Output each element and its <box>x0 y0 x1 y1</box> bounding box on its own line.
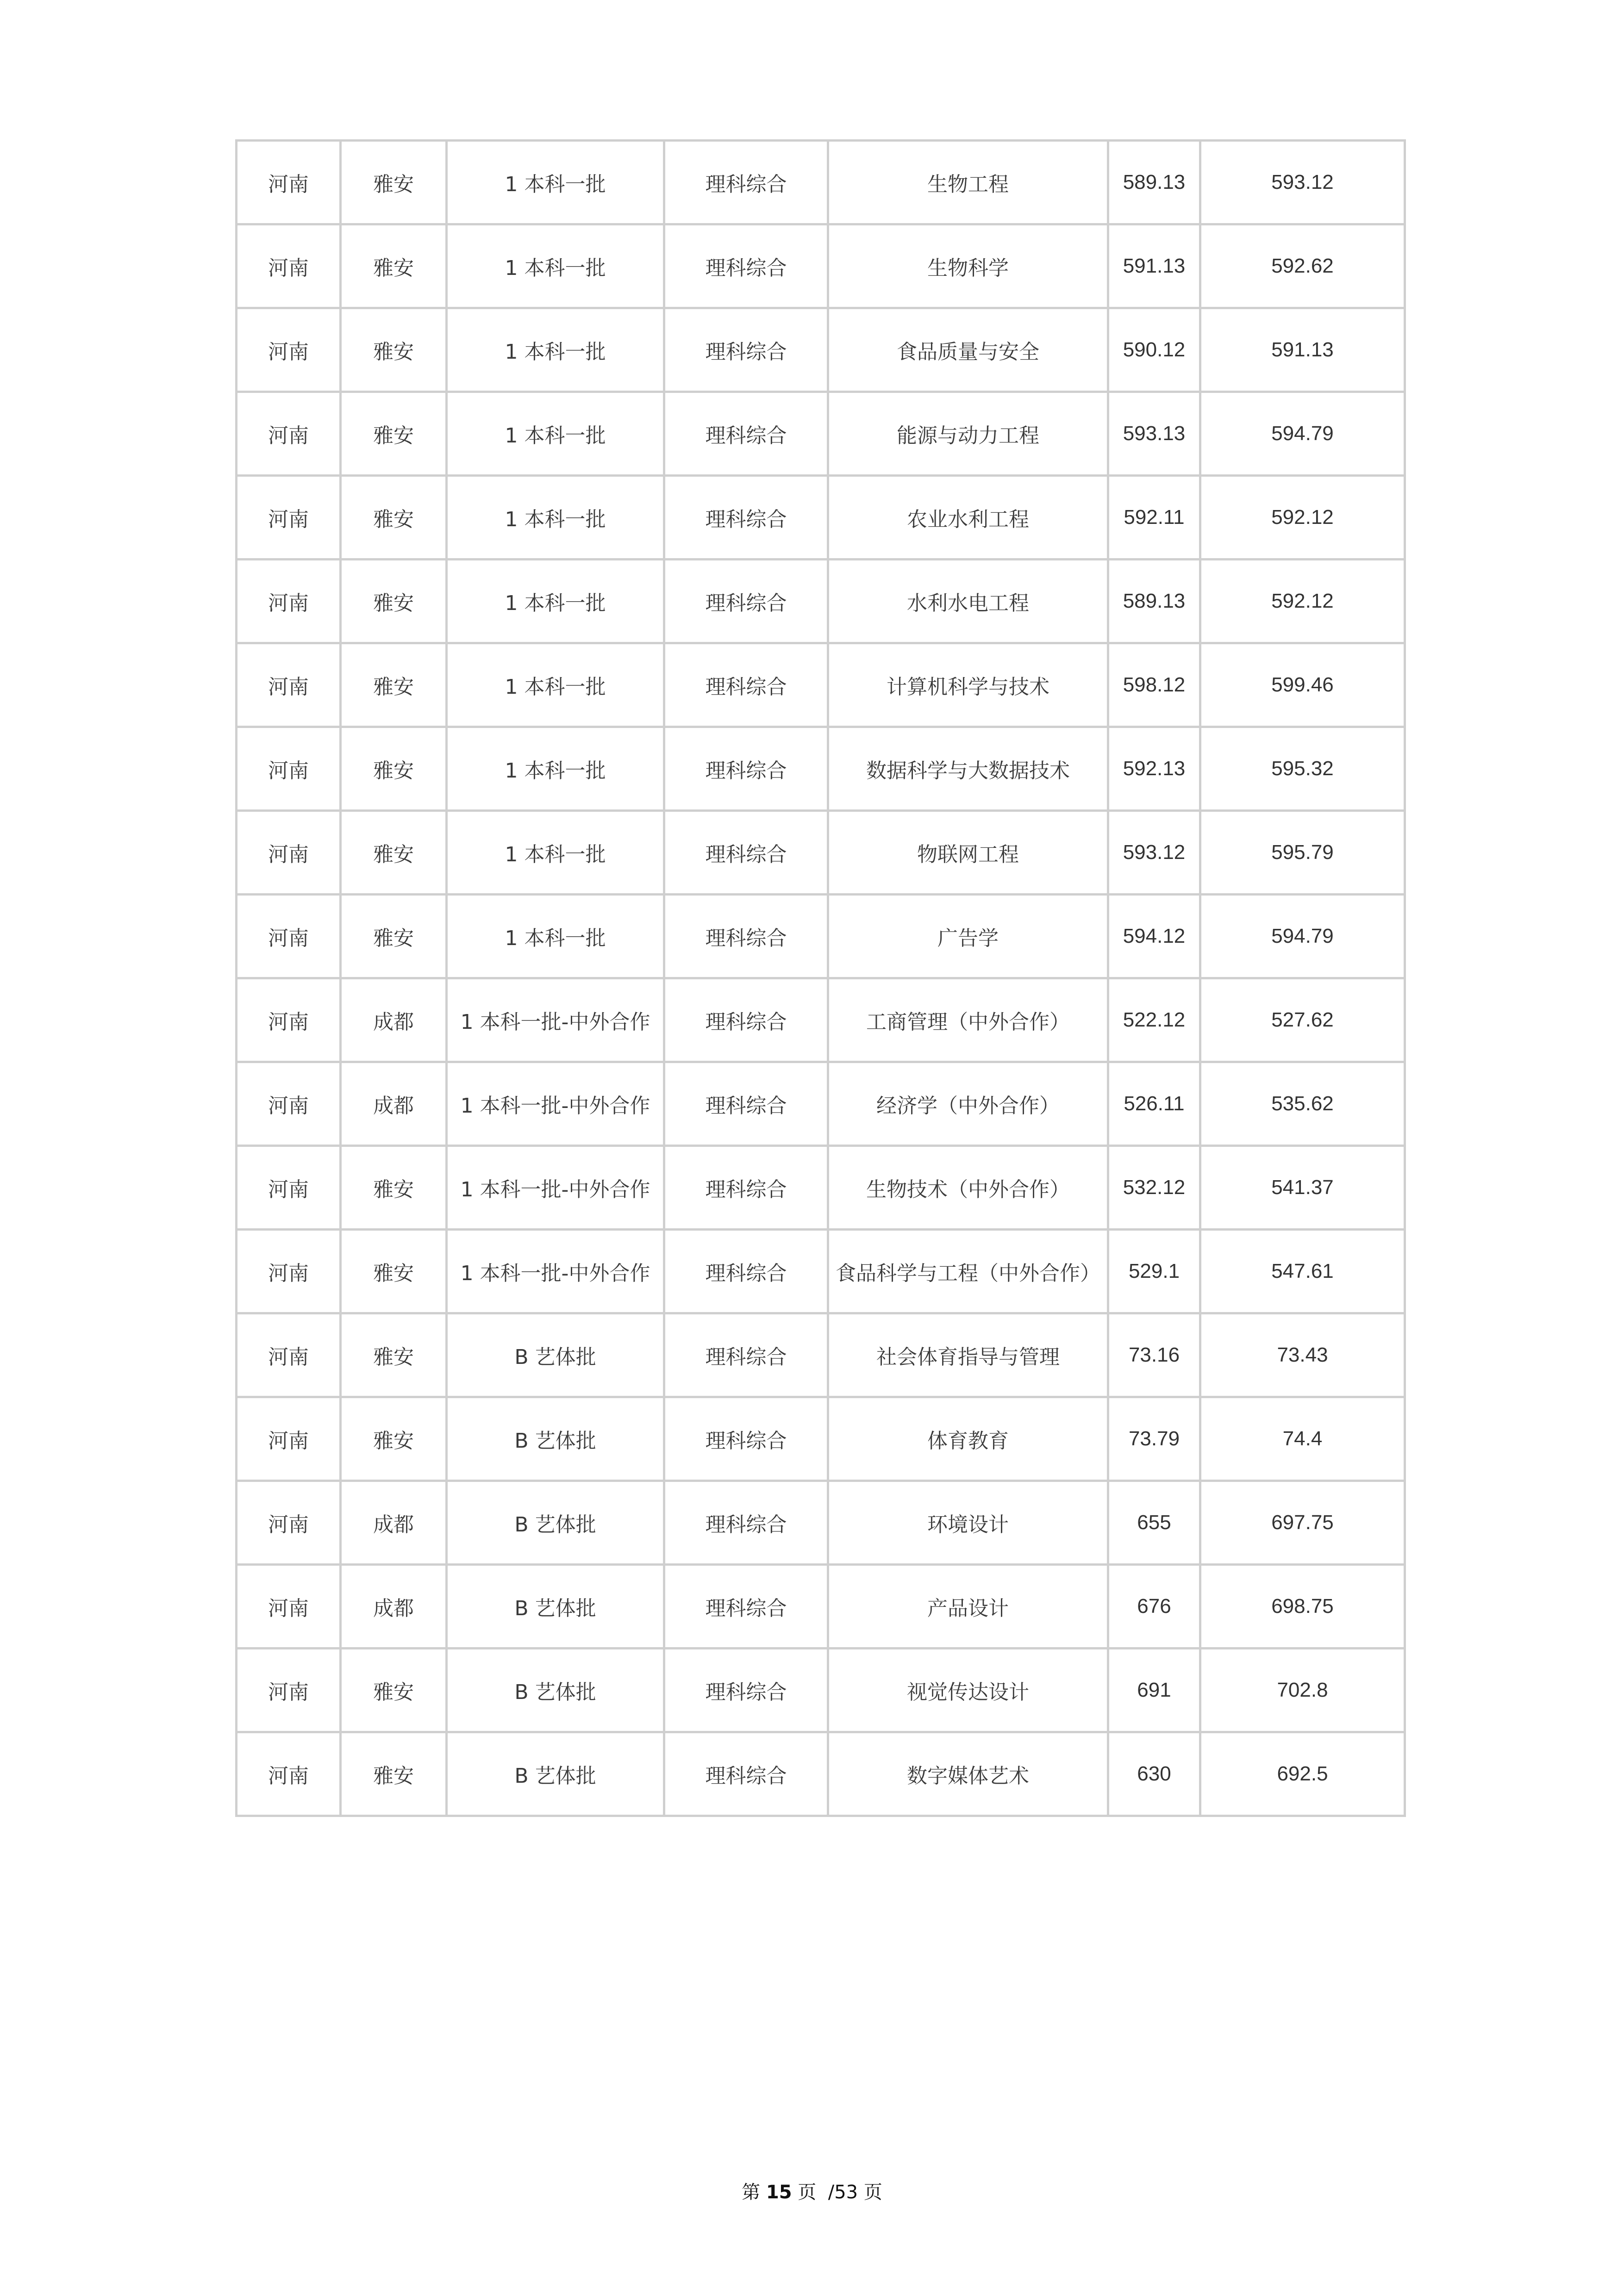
subject-type-cell: 理科综合 <box>665 225 829 309</box>
major-cell: 数据科学与大数据技术 <box>829 728 1109 812</box>
subject-type-cell: 理科综合 <box>665 1231 829 1314</box>
max-score-cell: 595.32 <box>1201 728 1406 812</box>
campus-cell: 雅安 <box>342 142 448 225</box>
max-score-cell: 692.5 <box>1201 1733 1406 1817</box>
table-row <box>237 1566 1406 1649</box>
min-score-cell: 522.12 <box>1109 979 1201 1063</box>
batch-cell: B 艺体批 <box>448 1649 665 1733</box>
batch-cell: B 艺体批 <box>448 1566 665 1649</box>
min-score-cell: 676 <box>1109 1566 1201 1649</box>
batch-cell: B 艺体批 <box>448 1482 665 1566</box>
subject-type-cell: 理科综合 <box>665 1733 829 1817</box>
table-row <box>237 1398 1406 1482</box>
table-row <box>237 142 1406 225</box>
province-cell: 河南 <box>237 1231 342 1314</box>
batch-cell: B 艺体批 <box>448 1314 665 1398</box>
batch-cell: 1 本科一批 <box>448 142 665 225</box>
max-score-cell: 535.62 <box>1201 1063 1406 1147</box>
min-score-cell: 593.13 <box>1109 393 1201 477</box>
min-score-cell: 593.12 <box>1109 812 1201 896</box>
batch-cell: 1 本科一批 <box>448 393 665 477</box>
table-row <box>237 477 1406 560</box>
major-cell: 生物技术（中外合作） <box>829 1147 1109 1231</box>
batch-cell: 1 本科一批-中外合作 <box>448 979 665 1063</box>
major-cell: 社会体育指导与管理 <box>829 1314 1109 1398</box>
province-cell: 河南 <box>237 1147 342 1231</box>
subject-type-cell: 理科综合 <box>665 560 829 644</box>
province-cell: 河南 <box>237 142 342 225</box>
table-row <box>237 1314 1406 1398</box>
campus-cell: 雅安 <box>342 812 448 896</box>
subject-type-cell: 理科综合 <box>665 896 829 979</box>
subject-type-cell: 理科综合 <box>665 1398 829 1482</box>
batch-cell: 1 本科一批 <box>448 225 665 309</box>
min-score-cell: 655 <box>1109 1482 1201 1566</box>
major-cell: 食品质量与安全 <box>829 309 1109 393</box>
province-cell: 河南 <box>237 1398 342 1482</box>
min-score-cell: 691 <box>1109 1649 1201 1733</box>
min-score-cell: 589.13 <box>1109 142 1201 225</box>
batch-cell: B 艺体批 <box>448 1398 665 1482</box>
subject-type-cell: 理科综合 <box>665 644 829 728</box>
batch-cell: 1 本科一批 <box>448 728 665 812</box>
campus-cell: 雅安 <box>342 309 448 393</box>
batch-cell: B 艺体批 <box>448 1733 665 1817</box>
major-cell: 水利水电工程 <box>829 560 1109 644</box>
min-score-cell: 592.13 <box>1109 728 1201 812</box>
province-cell: 河南 <box>237 393 342 477</box>
province-cell: 河南 <box>237 728 342 812</box>
province-cell: 河南 <box>237 560 342 644</box>
major-cell: 体育教育 <box>829 1398 1109 1482</box>
batch-cell: 1 本科一批 <box>448 309 665 393</box>
major-cell: 数字媒体艺术 <box>829 1733 1109 1817</box>
major-cell: 广告学 <box>829 896 1109 979</box>
max-score-cell: 594.79 <box>1201 896 1406 979</box>
min-score-cell: 526.11 <box>1109 1063 1201 1147</box>
table-row <box>237 1649 1406 1733</box>
page-unit: 页 <box>798 2182 817 2203</box>
max-score-cell: 592.12 <box>1201 560 1406 644</box>
major-cell: 环境设计 <box>829 1482 1109 1566</box>
province-cell: 河南 <box>237 1314 342 1398</box>
batch-cell: 1 本科一批-中外合作 <box>448 1063 665 1147</box>
major-cell: 工商管理（中外合作） <box>829 979 1109 1063</box>
batch-cell: 1 本科一批 <box>448 644 665 728</box>
major-cell: 农业水利工程 <box>829 477 1109 560</box>
campus-cell: 雅安 <box>342 1314 448 1398</box>
subject-type-cell: 理科综合 <box>665 1482 829 1566</box>
subject-type-cell: 理科综合 <box>665 309 829 393</box>
campus-cell: 雅安 <box>342 1398 448 1482</box>
table-row <box>237 560 1406 644</box>
major-cell: 生物工程 <box>829 142 1109 225</box>
subject-type-cell: 理科综合 <box>665 1063 829 1147</box>
max-score-cell: 73.43 <box>1201 1314 1406 1398</box>
min-score-cell: 598.12 <box>1109 644 1201 728</box>
campus-cell: 雅安 <box>342 1231 448 1314</box>
max-score-cell: 599.46 <box>1201 644 1406 728</box>
province-cell: 河南 <box>237 225 342 309</box>
max-score-cell: 697.75 <box>1201 1482 1406 1566</box>
max-score-cell: 547.61 <box>1201 1231 1406 1314</box>
table-row <box>237 644 1406 728</box>
campus-cell: 雅安 <box>342 1733 448 1817</box>
table-row <box>237 309 1406 393</box>
major-cell: 产品设计 <box>829 1566 1109 1649</box>
province-cell: 河南 <box>237 1063 342 1147</box>
subject-type-cell: 理科综合 <box>665 812 829 896</box>
province-cell: 河南 <box>237 1733 342 1817</box>
subject-type-cell: 理科综合 <box>665 1314 829 1398</box>
subject-type-cell: 理科综合 <box>665 979 829 1063</box>
table-row <box>237 225 1406 309</box>
table-row <box>237 1231 1406 1314</box>
table-row <box>237 812 1406 896</box>
table-row <box>237 393 1406 477</box>
province-cell: 河南 <box>237 309 342 393</box>
min-score-cell: 73.79 <box>1109 1398 1201 1482</box>
max-score-cell: 595.79 <box>1201 812 1406 896</box>
min-score-cell: 589.13 <box>1109 560 1201 644</box>
batch-cell: 1 本科一批 <box>448 896 665 979</box>
page-prefix: 第 <box>742 2182 761 2203</box>
total-page-unit: 页 <box>863 2182 882 2203</box>
batch-cell: 1 本科一批 <box>448 560 665 644</box>
max-score-cell: 591.13 <box>1201 309 1406 393</box>
max-score-cell: 593.12 <box>1201 142 1406 225</box>
table-row <box>237 1063 1406 1147</box>
province-cell: 河南 <box>237 896 342 979</box>
subject-type-cell: 理科综合 <box>665 477 829 560</box>
campus-cell: 雅安 <box>342 644 448 728</box>
max-score-cell: 594.79 <box>1201 393 1406 477</box>
major-cell: 食品科学与工程（中外合作） <box>829 1231 1109 1314</box>
admission-scores-table <box>235 139 1406 1817</box>
subject-type-cell: 理科综合 <box>665 1566 829 1649</box>
campus-cell: 雅安 <box>342 560 448 644</box>
page-separator: / <box>828 2182 835 2203</box>
max-score-cell: 698.75 <box>1201 1566 1406 1649</box>
province-cell: 河南 <box>237 1649 342 1733</box>
table-row <box>237 979 1406 1063</box>
min-score-cell: 630 <box>1109 1733 1201 1817</box>
batch-cell: 1 本科一批 <box>448 477 665 560</box>
province-cell: 河南 <box>237 477 342 560</box>
current-page-number: 15 <box>766 2182 792 2203</box>
subject-type-cell: 理科综合 <box>665 393 829 477</box>
major-cell: 生物科学 <box>829 225 1109 309</box>
major-cell: 视觉传达设计 <box>829 1649 1109 1733</box>
campus-cell: 雅安 <box>342 1649 448 1733</box>
campus-cell: 雅安 <box>342 225 448 309</box>
campus-cell: 成都 <box>342 1482 448 1566</box>
campus-cell: 成都 <box>342 1566 448 1649</box>
total-pages: 53 <box>834 2182 858 2203</box>
max-score-cell: 592.62 <box>1201 225 1406 309</box>
min-score-cell: 591.13 <box>1109 225 1201 309</box>
batch-cell: 1 本科一批-中外合作 <box>448 1231 665 1314</box>
table-row <box>237 1733 1406 1817</box>
province-cell: 河南 <box>237 1482 342 1566</box>
batch-cell: 1 本科一批 <box>448 812 665 896</box>
table-row <box>237 1482 1406 1566</box>
province-cell: 河南 <box>237 1566 342 1649</box>
max-score-cell: 592.12 <box>1201 477 1406 560</box>
max-score-cell: 74.4 <box>1201 1398 1406 1482</box>
min-score-cell: 594.12 <box>1109 896 1201 979</box>
page-footer <box>0 2178 1624 2204</box>
campus-cell: 雅安 <box>342 728 448 812</box>
max-score-cell: 527.62 <box>1201 979 1406 1063</box>
table-row <box>237 728 1406 812</box>
min-score-cell: 592.11 <box>1109 477 1201 560</box>
subject-type-cell: 理科综合 <box>665 142 829 225</box>
campus-cell: 雅安 <box>342 896 448 979</box>
province-cell: 河南 <box>237 979 342 1063</box>
max-score-cell: 541.37 <box>1201 1147 1406 1231</box>
major-cell: 能源与动力工程 <box>829 393 1109 477</box>
min-score-cell: 73.16 <box>1109 1314 1201 1398</box>
min-score-cell: 590.12 <box>1109 309 1201 393</box>
campus-cell: 雅安 <box>342 477 448 560</box>
campus-cell: 成都 <box>342 979 448 1063</box>
table-row <box>237 1147 1406 1231</box>
table-body <box>237 142 1406 1817</box>
min-score-cell: 529.1 <box>1109 1231 1201 1314</box>
max-score-cell: 702.8 <box>1201 1649 1406 1733</box>
campus-cell: 雅安 <box>342 1147 448 1231</box>
min-score-cell: 532.12 <box>1109 1147 1201 1231</box>
province-cell: 河南 <box>237 644 342 728</box>
major-cell: 经济学（中外合作） <box>829 1063 1109 1147</box>
table-row <box>237 896 1406 979</box>
subject-type-cell: 理科综合 <box>665 728 829 812</box>
campus-cell: 成都 <box>342 1063 448 1147</box>
province-cell: 河南 <box>237 812 342 896</box>
subject-type-cell: 理科综合 <box>665 1649 829 1733</box>
major-cell: 物联网工程 <box>829 812 1109 896</box>
major-cell: 计算机科学与技术 <box>829 644 1109 728</box>
batch-cell: 1 本科一批-中外合作 <box>448 1147 665 1231</box>
subject-type-cell: 理科综合 <box>665 1147 829 1231</box>
campus-cell: 雅安 <box>342 393 448 477</box>
